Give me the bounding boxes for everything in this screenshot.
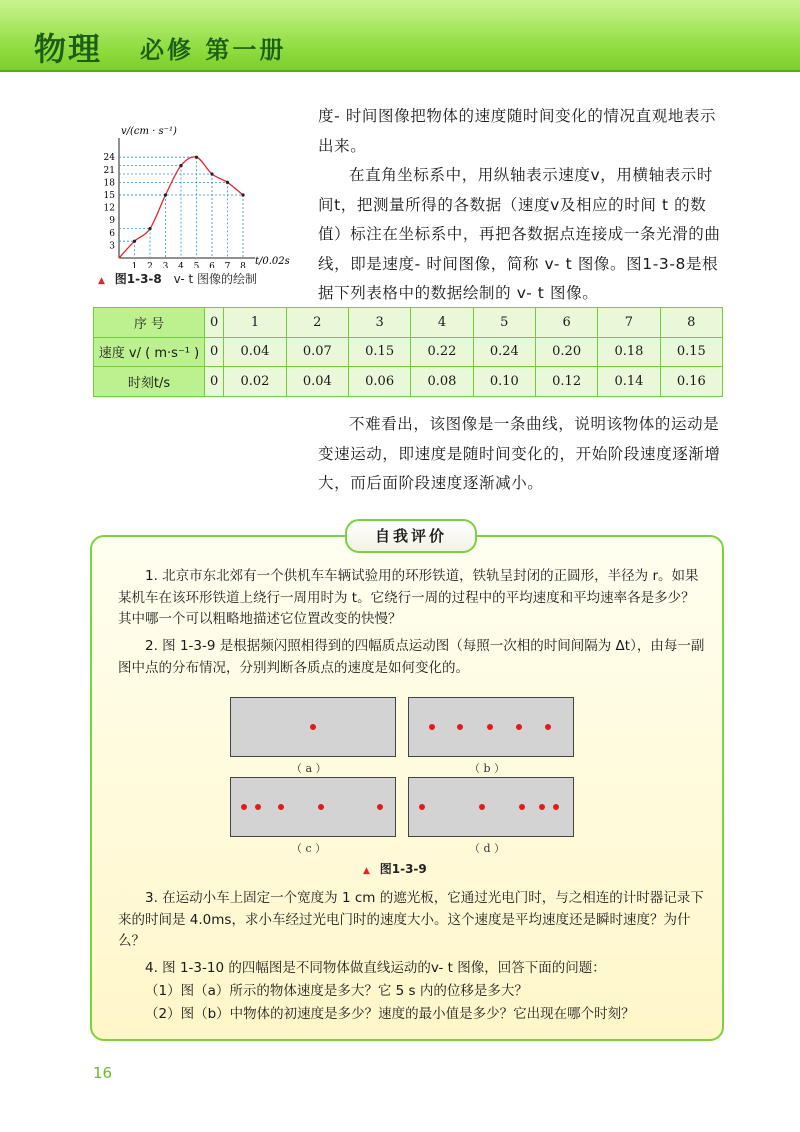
frame-d [408,777,574,837]
book-title: 物理 [34,30,103,68]
frame-b-label: （ b ） [469,762,506,775]
question-4: 4. 图 1-3-10 的四幅图是不同物体做直线运动的v- t 图像，回答下面的问题： [145,960,606,976]
dot [519,804,525,810]
table-row [94,337,723,367]
x-tick-label: 4 [178,262,184,268]
table-cell: 0.24 [473,337,535,367]
guide-lines [119,157,243,258]
triangle-icon: ▲ [98,276,105,286]
table-cell: 6 [535,308,597,338]
table-header-cell: 速度 v/ ( m·s⁻¹ ) [94,337,205,367]
dot [241,804,247,810]
table-header-cell: 序 号 [94,308,205,338]
y-tick-label: 18 [103,178,115,189]
frame-c-label: （ c ） [291,842,327,855]
table-cell: 4 [411,308,473,338]
figure-138-title: v- t 图像的绘制 [173,272,258,286]
data-point [195,156,198,159]
dot [278,804,284,810]
page-number: 16 [93,1064,113,1082]
y-tick-label: 3 [109,241,115,252]
data-point [241,193,244,196]
x-axis-label: t/0.02s [255,256,290,267]
dot [516,724,522,730]
table-row [94,308,723,338]
data-point [210,172,213,175]
dot [457,724,463,730]
y-tick-label: 15 [103,191,115,201]
data-point [148,227,151,230]
self-eval-title: 自我评价 [345,519,477,553]
page-header [0,0,800,72]
figure-139-number: 图1-3-9 [379,862,427,876]
table-header-cell: 时刻t/s [94,367,205,397]
question-1: 1. 北京市东北郊有一个供机车车辆试验用的环形铁道，铁轨呈封闭的正圆形，半径为 r。如果某机车在该环形铁道上绕行一周用时为 t。它绕行一周的过程中的平均速度和平均速率各是多少？其中哪一个可以粗略地描述它位置改变的快慢？ [118,568,699,627]
y-axis-label: v/(cm · s⁻¹) [121,126,177,137]
triangle-icon: ▲ [363,866,370,876]
dot [479,804,485,810]
x-tick-label: 1 [131,262,138,268]
frame-a [230,697,396,757]
x-tick-label: 6 [209,262,215,268]
intro-paragraph-1: 度- 时间图像把物体的速度随时间变化的情况直观地表示出来。 [318,107,717,155]
table-cell: 0 [205,337,224,367]
x-tick-labels [132,262,247,268]
table-cell: 0 [205,367,224,397]
data-point [164,193,167,196]
table-cell: 0.18 [598,337,660,367]
volume-title: 必修 第一册 [140,36,287,64]
dot [487,724,493,730]
data-point [226,181,229,184]
table-cell: 0.04 [224,337,286,367]
question-4-part-2: （2）图（b）中物体的初速度是多少？速度的最小值是多少？它出现在哪个时刻？ [145,1006,635,1022]
table-cell: 0.20 [535,337,597,367]
y-tick-label: 24 [103,153,115,164]
x-tick-label: 2 [147,262,153,268]
dot [419,804,425,810]
dot [539,804,545,810]
dot [553,804,559,810]
data-point [179,164,182,167]
dot [429,724,435,730]
table-cell: 0.02 [224,367,286,397]
y-tick-label: 6 [109,228,115,239]
table-cell: 0.04 [286,367,348,397]
table-cell: 0.15 [660,337,722,367]
table-cell: 0.12 [535,367,597,397]
frame-b [408,697,574,757]
x-tick-label: 5 [193,262,200,268]
dot [545,724,551,730]
data-table [93,307,723,397]
figure-138-number: 图1-3-8 [114,272,162,286]
table-cell: 5 [473,308,535,338]
frame-c [230,777,396,837]
conclusion-paragraph: 不难看出，该图像是一条曲线，说明该物体的运动是变速运动，即速度是随时间变化的，开始阶段速度逐渐增大，而后面阶段速度逐渐减小。 [318,415,721,492]
table-cell: 0.16 [660,367,722,397]
figure-138-caption [98,270,257,287]
dot [255,804,261,810]
y-tick-labels [104,153,116,251]
intro-paragraph-2: 在直角坐标系中，用纵轴表示速度v，用横轴表示时间t，把测量所得的各数据（速度v及相应的时间 t 的数值）标注在坐标系中，再把各数据点连接成一条光滑的曲线，即是速度- 时间图像，简称 v- t 图像。图1-3-8是根据下列表格中的数据绘制的 v- t 图像。 [318,166,721,302]
question-4-part-1: （1）图（a）所示的物体速度是多大？它 5 s 内的位移是多大？ [145,983,528,999]
vt-chart [95,118,300,268]
x-tick-label: 7 [224,262,231,268]
table-cell: 7 [598,308,660,338]
table-cell: 0 [205,308,224,338]
table-row [94,367,723,397]
x-tick-label: 8 [240,262,246,268]
question-3: 3. 在运动小车上固定一个宽度为 1 cm 的遮光板，它通过光电门时，与之相连的计时器记录下来的时间是 4.0ms，求小车经过光电门时的速度大小。这个速度是平均速度还是瞬时速度？为什么？ [118,890,704,949]
table-cell: 0.14 [598,367,660,397]
table-cell: 2 [286,308,348,338]
dot [318,804,324,810]
table-cell: 3 [348,308,410,338]
table-cell: 0.10 [473,367,535,397]
frame-a-label: （ a ） [291,762,327,775]
table-cell: 0.22 [411,337,473,367]
dot [310,724,316,730]
y-tick-label: 12 [103,203,115,214]
figure-139-caption [363,860,427,877]
x-tick-label: 3 [162,262,169,268]
y-tick-label: 21 [103,165,115,176]
question-2: 2. 图 1-3-9 是根据频闪照相得到的四幅质点运动图（每照一次相的时间间隔为 Δt），由每一副图中点的分布情况，分别判断各质点的速度是如何变化的。 [118,638,705,676]
table-cell: 1 [224,308,286,338]
frame-d-label: （ d ） [469,842,506,855]
table-cell: 0.07 [286,337,348,367]
table-cell: 0.06 [348,367,410,397]
table-cell: 8 [660,308,722,338]
dot [377,804,383,810]
y-tick-label: 9 [109,216,115,227]
table-cell: 0.15 [348,337,410,367]
data-point [133,240,136,243]
table-cell: 0.08 [411,367,473,397]
